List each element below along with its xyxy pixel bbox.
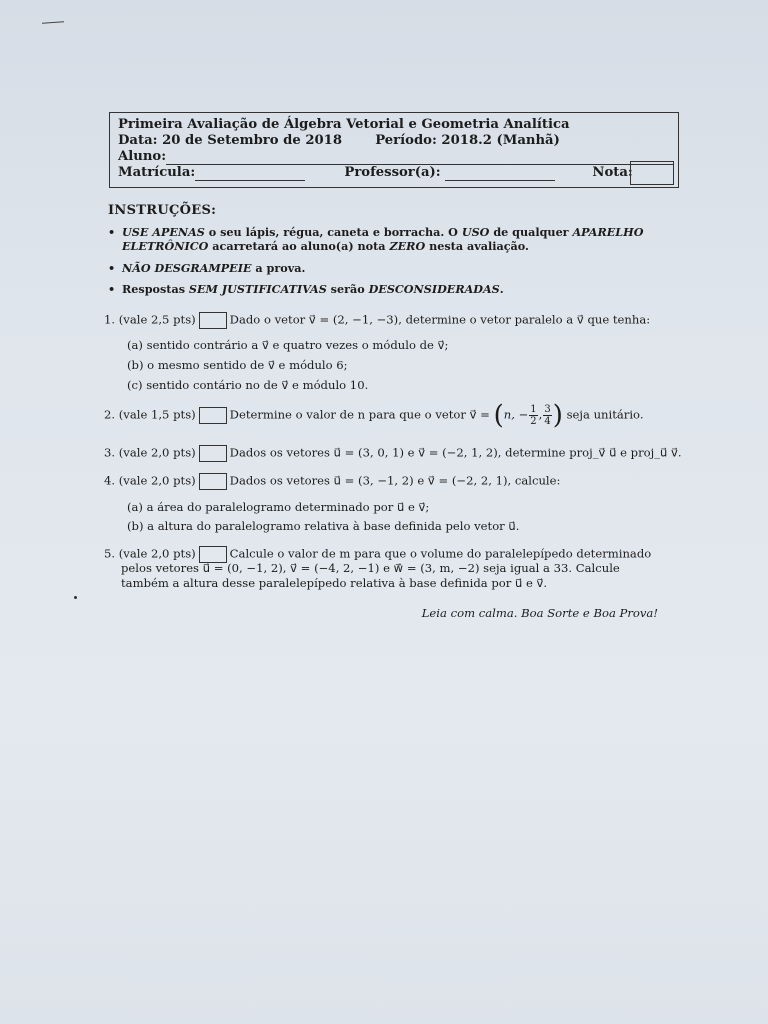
fraction-three-quarters: $\frac{3}{4}$ — [544, 404, 551, 427]
question-1a: (a) sentido contrário a v⃗ e quatro vezes o módulo de v⃗; — [127, 338, 449, 352]
question-4: 4. (vale 2,0 pts) Dados os vetores u⃗ = (3, −1, 2) e v⃗ = (−2, 2, 1), calcule: — [104, 473, 560, 490]
question-3: 3. (vale 2,0 pts) Dados os vetores u⃗ = (3, 0, 1) e v⃗ = (−2, 1, 2), determine proj_v⃗ u⃗ e proj_u⃗ v⃗. — [104, 445, 682, 462]
instruction-item: • NÃO DESGRAMPEIE a prova. — [108, 261, 306, 275]
instruction-item: • USE APENAS o seu lápis, régua, caneta e borracha. O USO de qualquer APARELHO — [108, 225, 644, 239]
fraction-one-half: $\frac{1}{2}$ — [530, 404, 537, 427]
exam-date-line — [118, 133, 560, 149]
instruction-item-cont: ELETRÔNICO acarretará ao aluno(a) nota ZERO nesta avaliação. — [122, 239, 529, 253]
ink-dot — [74, 596, 77, 599]
professor-field[interactable] — [445, 168, 555, 181]
question-1b: (b) o mesmo sentido de v⃗ e módulo 6; — [127, 358, 348, 372]
aluno-field[interactable] — [166, 152, 674, 165]
question-1c: (c) sentido contário no de v⃗ e módulo 10. — [127, 378, 369, 392]
nota-field[interactable] — [630, 161, 674, 185]
question-5-line2: pelos vetores u⃗ = (0, −1, 2), v⃗ = (−4, 2, −1) e w⃗ = (3, m, −2) seja igual a 33. Calcule — [121, 561, 620, 575]
exam-title: Primeira Avaliação de Álgebra Vetorial e Geometria Analítica — [118, 117, 570, 132]
question-2: 2. (vale 1,5 pts) Determine o valor de n para que o vetor v⃗ = (n, − $\frac{1}{2}$ , $\frac{3}{4}$ ) seja unitário. — [104, 400, 644, 431]
question-5: 5. (vale 2,0 pts) Calcule o valor de m para que o volume do paralelepípedo determinado — [104, 546, 651, 563]
instructions-title: INSTRUÇÕES: — [108, 203, 217, 218]
exam-date: Data: 20 de Setembro de 2018 — [118, 133, 343, 148]
instruction-item: • Respostas SEM JUSTIFICATIVAS serão DESCONSIDERADAS. — [108, 282, 504, 296]
matricula-line — [118, 165, 638, 181]
pen-mark — [42, 21, 64, 24]
question-4a: (a) a área do paralelogramo determinado por u⃗ e v⃗; — [127, 500, 430, 514]
aluno-line — [118, 149, 674, 165]
nota-label: Nota: — [592, 165, 633, 180]
matricula-field[interactable] — [195, 168, 305, 181]
score-box[interactable] — [199, 407, 227, 424]
score-box[interactable] — [199, 312, 227, 329]
question-5-line3: também a altura desse paralelepípedo relativa à base definida por u⃗ e v⃗. — [121, 576, 548, 590]
professor-label: Professor(a): — [344, 165, 441, 180]
question-1: 1. (vale 2,5 pts) Dado o vetor v⃗ = (2, −1, −3), determine o vetor paralelo a v⃗ que tenha: — [104, 312, 650, 329]
exam-period: Período: 2018.2 (Manhã) — [375, 133, 560, 148]
score-box[interactable] — [199, 473, 227, 490]
aluno-label: Aluno: — [118, 149, 167, 164]
question-4b: (b) a altura do paralelogramo relativa à base definida pelo vetor u⃗. — [127, 519, 520, 533]
score-box[interactable] — [199, 445, 227, 462]
matricula-label: Matrícula: — [118, 165, 196, 180]
signoff: Leia com calma. Boa Sorte e Boa Prova! — [421, 606, 658, 620]
